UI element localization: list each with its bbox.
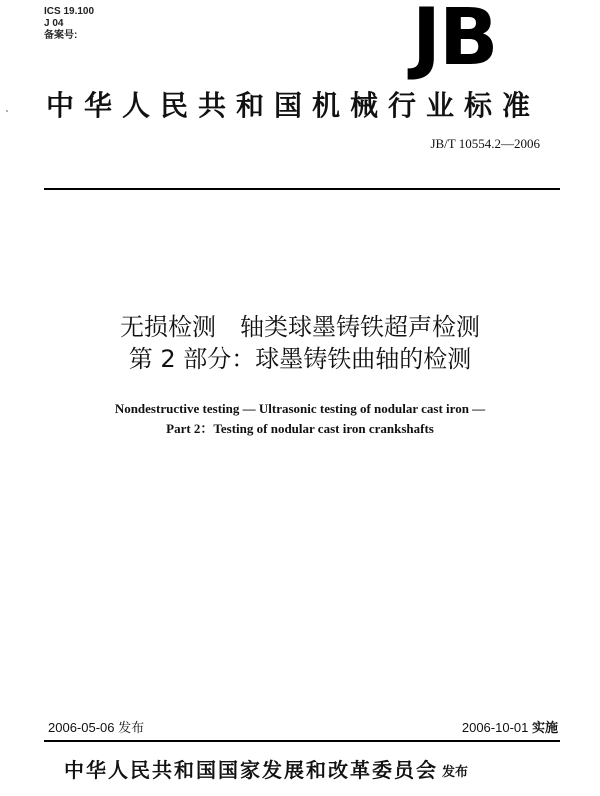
implementation-date: 2006-10-01 <box>461 720 529 735</box>
chinese-title-line-1: 无损检测 轴类球墨铸铁超声检测 <box>120 313 480 341</box>
issuing-authority-name: 中华人民共和国国家发展和改革委员会 <box>64 758 438 782</box>
issuing-standard-title: 中华人民共和国机械行业标准 <box>46 89 541 122</box>
issue-date: 2006-05-06 <box>48 720 115 735</box>
classification-block <box>44 6 94 42</box>
jb-logo: JB <box>412 0 497 83</box>
chinese-title-line-2: 第 2 部分：球墨铸铁曲轴的检测 <box>128 345 472 373</box>
filing-number-label: 备案号: <box>44 30 78 41</box>
bottom-divider <box>44 740 560 742</box>
class-code: J 04 <box>44 18 64 29</box>
ics-code: ICS 19.100 <box>44 6 95 17</box>
top-divider <box>44 188 560 190</box>
issuing-authority-suffix: 发布 <box>442 765 469 780</box>
issue-label: 发布 <box>118 720 145 735</box>
implementation-date-block <box>462 720 558 736</box>
issuing-authority <box>64 756 564 787</box>
scan-speck <box>6 110 8 112</box>
english-title-line-1: Nondestructive testing — Ultrasonic testing of nodular cast iron — <box>114 401 486 416</box>
standard-number: JB/T 10554.2—2006 <box>430 136 540 151</box>
issue-date-block <box>48 720 144 736</box>
implementation-label: 实施 <box>531 720 558 735</box>
english-title-line-2: Part 2：Testing of nodular cast iron crankshafts <box>166 421 434 436</box>
